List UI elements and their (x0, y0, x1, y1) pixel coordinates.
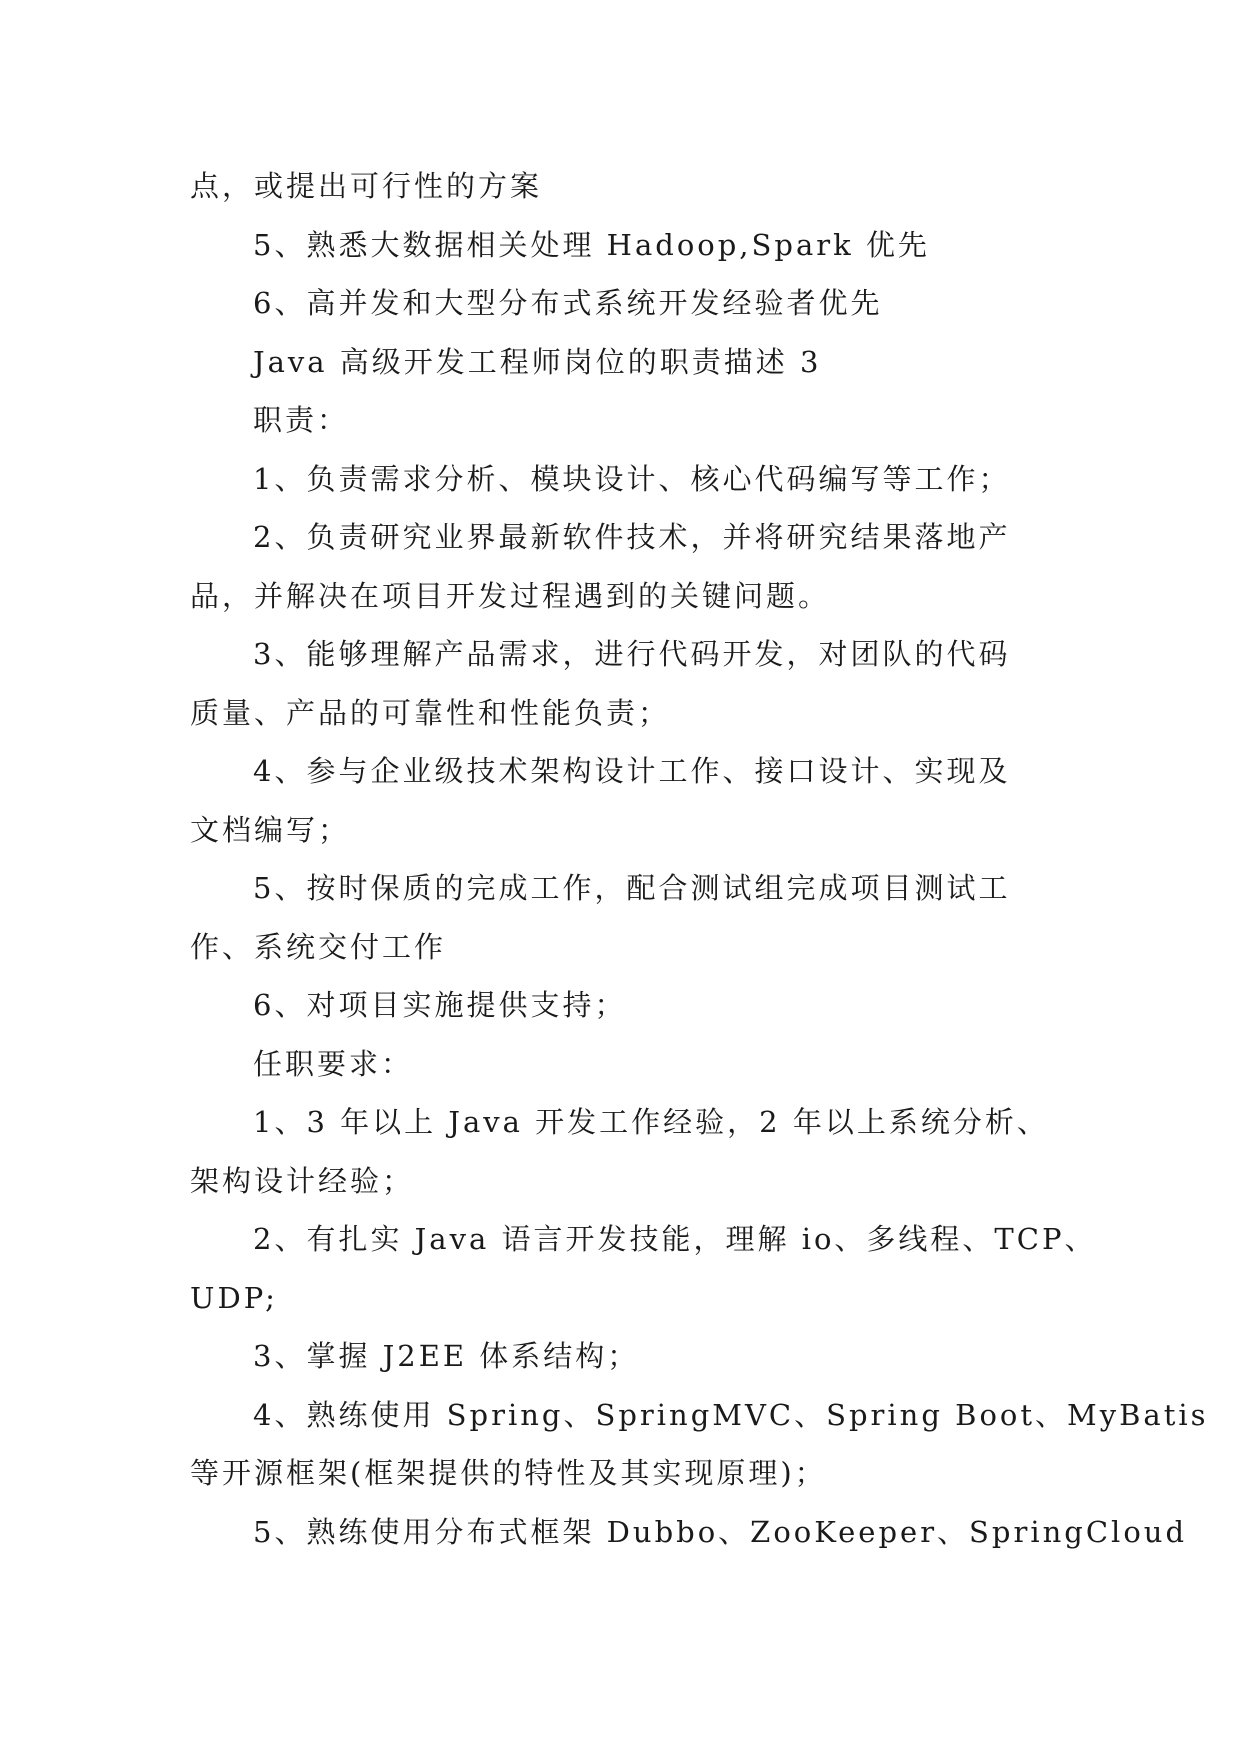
subsection-heading: 职责： (253, 403, 350, 437)
text-line: 1、负责需求分析、模块设计、核心代码编写等工作； (253, 461, 1011, 496)
text-line: 3、能够理解产品需求，进行代码开发，对团队的代码 (253, 637, 1011, 671)
text-line: 5、熟悉大数据相关处理 Hadoop,Spark 优先 (253, 227, 930, 262)
section-heading: Java 高级开发工程师岗位的职责描述 3 (253, 344, 822, 379)
text-line: 2、负责研究业界最新软件技术，并将研究结果落地产 (253, 520, 1011, 554)
text-line: 6、对项目实施提供支持； (253, 988, 627, 1022)
text-line: 架构设计经验； (190, 1163, 415, 1198)
text-line: 1、3 年以上 Java 开发工作经验，2 年以上系统分析、 (253, 1105, 1049, 1139)
text-line: 等开源框架(框架提供的特性及其实现原理)； (190, 1456, 827, 1490)
text-line: 质量、产品的可靠性和性能负责； (190, 695, 671, 730)
text-line: 文档编写； (190, 812, 351, 847)
text-line: 点，或提出可行性的方案 (190, 169, 543, 203)
text-line: 2、有扎实 Java 语言开发技能，理解 io、多线程、TCP、 (253, 1222, 1097, 1256)
text-line: 4、熟练使用 Spring、SpringMVC、Spring Boot、MyBatis (253, 1397, 1209, 1432)
text-line: UDP; (190, 1280, 278, 1315)
text-line: 5、按时保质的完成工作，配合测试组完成项目测试工 (253, 871, 1011, 905)
document-body (190, 157, 1209, 1561)
text-line: 作、系统交付工作 (190, 929, 447, 964)
text-line: 4、参与企业级技术架构设计工作、接口设计、实现及 (253, 754, 1011, 788)
text-line: 3、掌握 J2EE 体系结构； (253, 1339, 640, 1373)
text-line: 5、熟练使用分布式框架 Dubbo、ZooKeeper、SpringCloud (253, 1514, 1188, 1549)
subsection-heading: 任职要求： (253, 1046, 414, 1081)
text-line: 品，并解决在项目开发过程遇到的关键问题。 (190, 578, 831, 613)
text-line: 6、高并发和大型分布式系统开发经验者优先 (253, 286, 883, 320)
